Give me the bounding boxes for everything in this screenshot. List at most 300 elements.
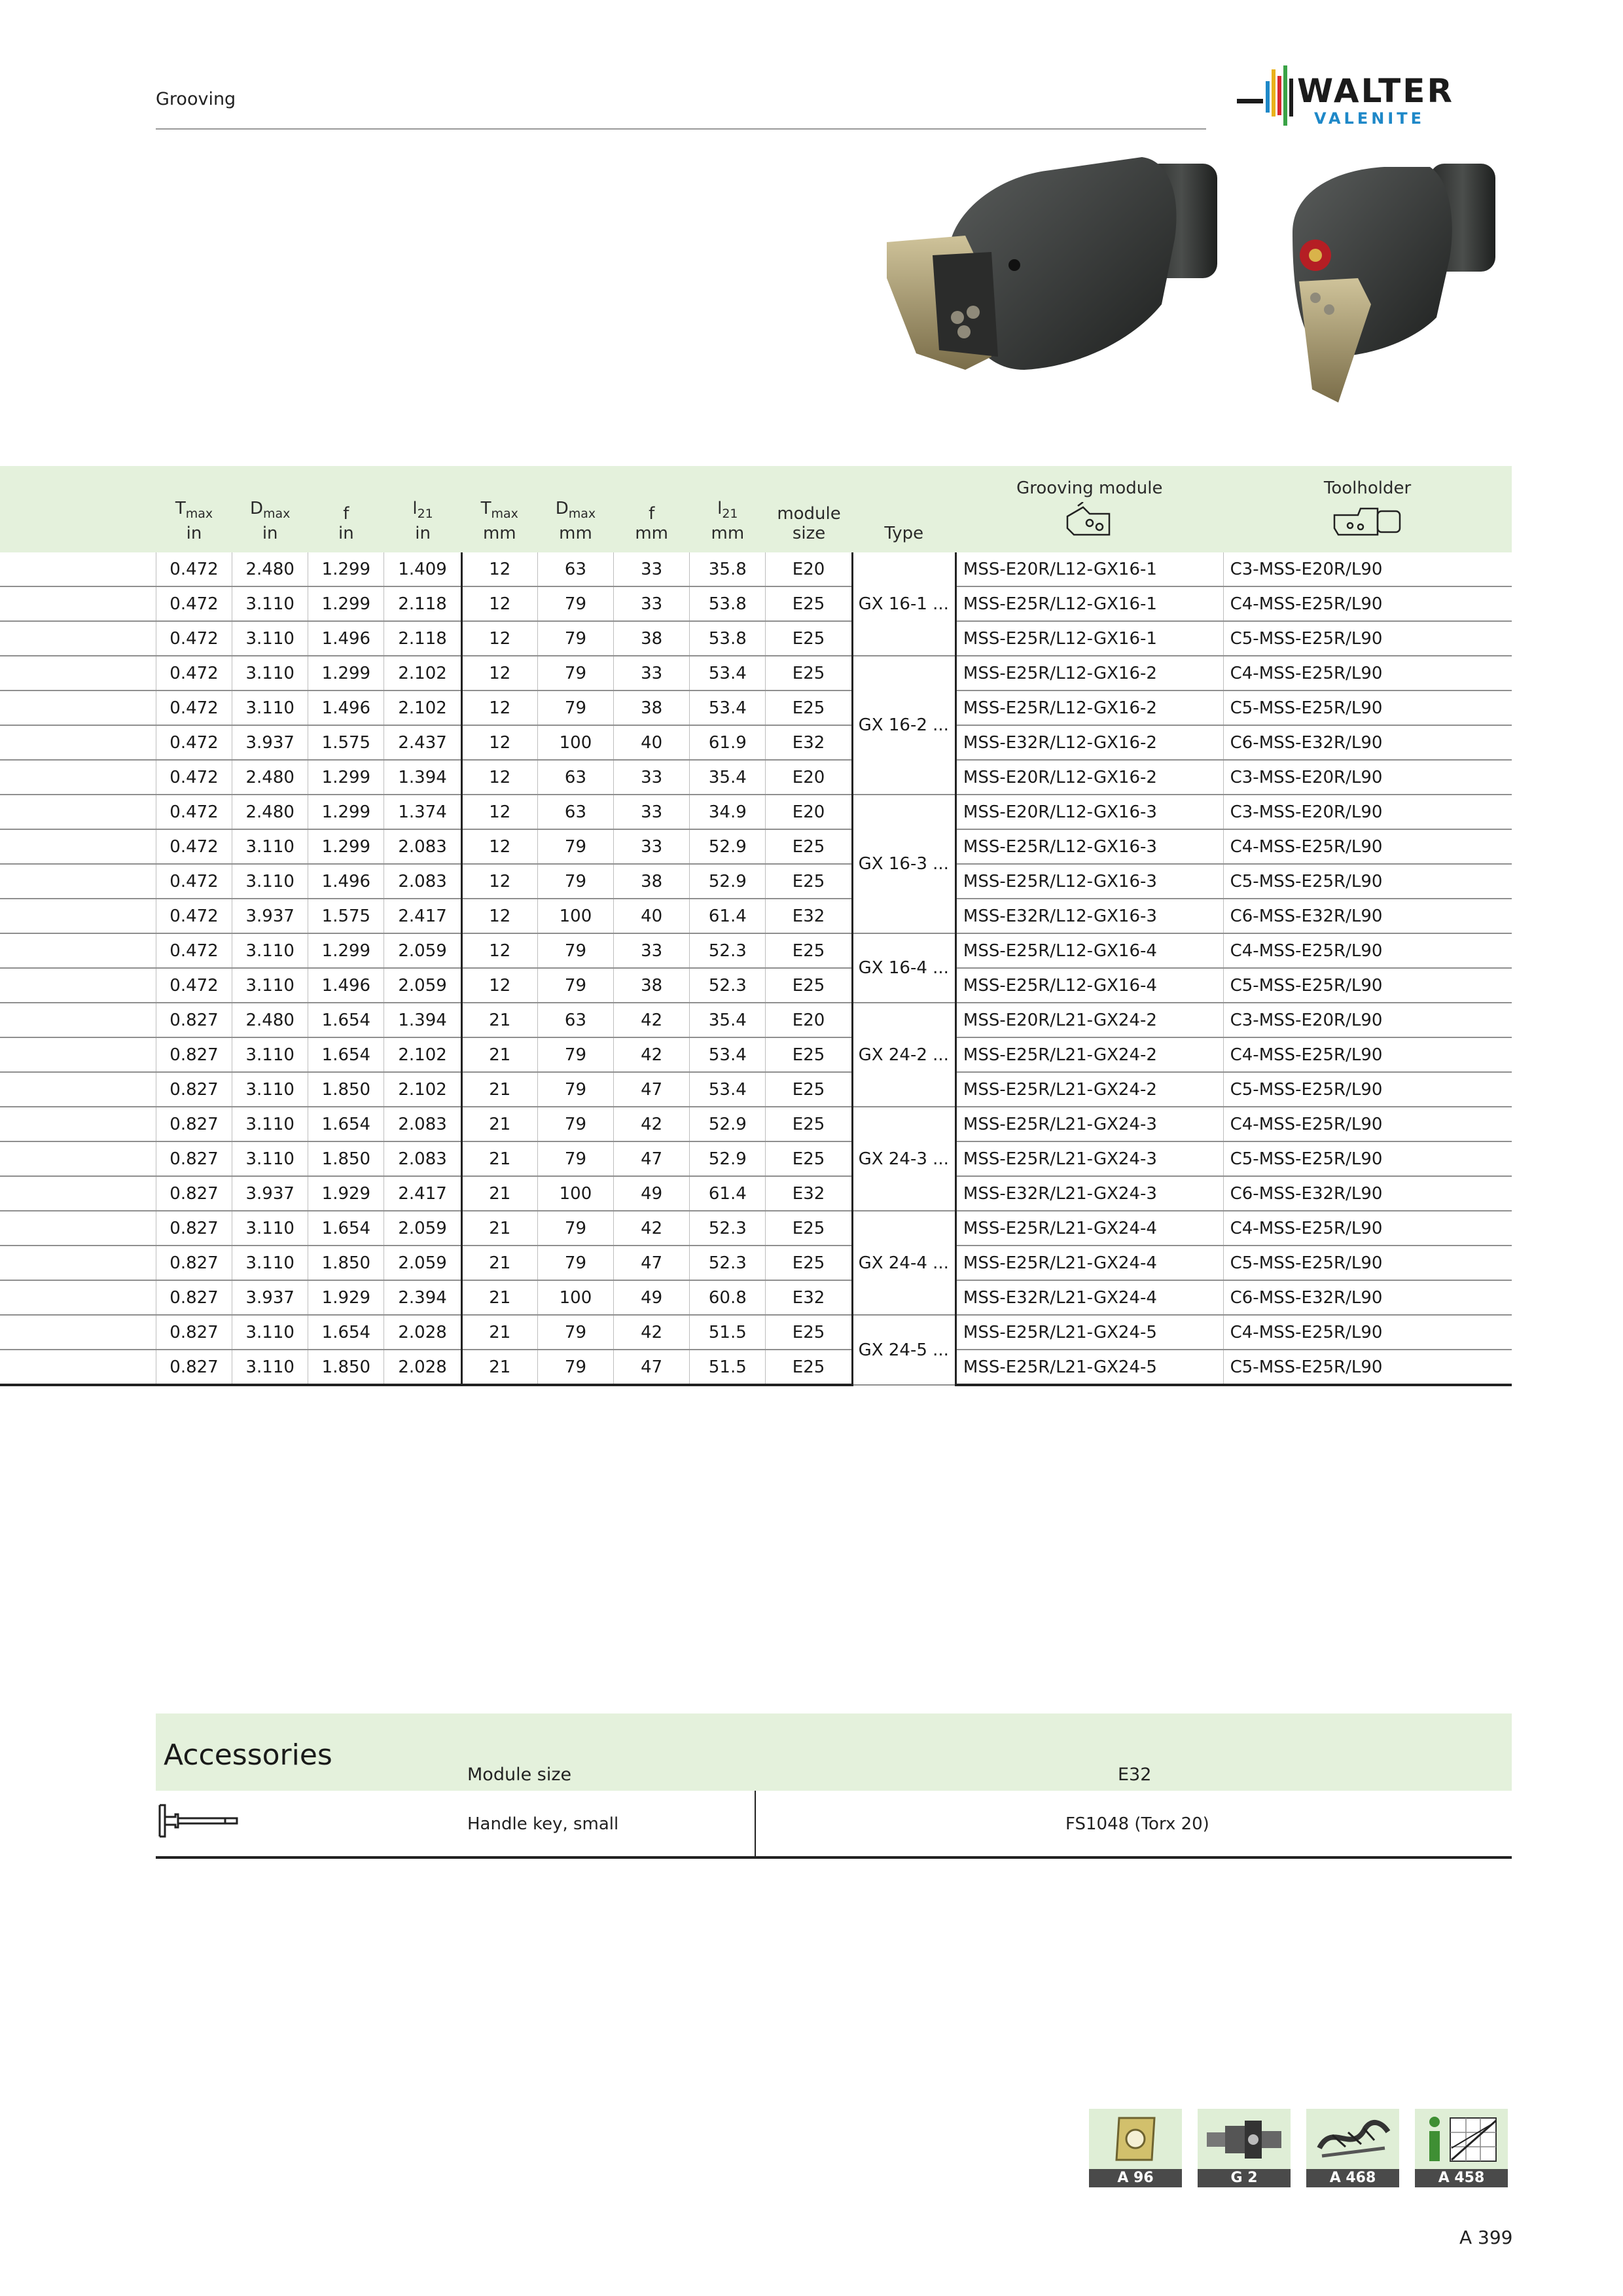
table-row: [0, 1280, 1512, 1315]
header-grooving-module: Grooving module: [955, 466, 1223, 552]
cell-tmax-in: 0.827: [156, 1107, 232, 1141]
cell-tmax-in: 0.827: [156, 1211, 232, 1246]
cutting-data-icon: [1306, 2109, 1399, 2169]
handle-key-label: Handle key, small: [467, 1814, 619, 1834]
cell-module-size: E25: [766, 933, 852, 968]
cell-f-mm: 33: [614, 760, 690, 795]
cell-f-in: 1.496: [308, 691, 384, 725]
walter-valenite-logo: [1237, 62, 1512, 134]
cell-f-mm: 33: [614, 933, 690, 968]
header-l21-in: $l_{21}$ in: [412, 498, 433, 543]
cell-f-mm: 33: [614, 795, 690, 829]
insert-icon: [1089, 2109, 1182, 2169]
cell-module-size: E25: [766, 1246, 852, 1280]
cell-type: GX 24-5 ...: [852, 1315, 955, 1385]
cell-dmax-in: 2.480: [232, 795, 308, 829]
cell-tmax-mm: 21: [461, 1176, 537, 1211]
row-spacer: [0, 1072, 156, 1107]
cell-toolholder: C5-MSS-E25R/L90: [1223, 1350, 1512, 1385]
handle-key-icon: [156, 1803, 241, 1839]
cell-f-in: 1.654: [308, 1211, 384, 1246]
cell-l21-mm: 35.8: [690, 552, 766, 586]
cell-module-size: E25: [766, 1141, 852, 1176]
cell-type: GX 16-3 ...: [852, 795, 955, 933]
cell-l21-mm: 52.9: [690, 829, 766, 864]
cell-l21-mm: 34.9: [690, 795, 766, 829]
cell-grooving-module: MSS-E25R/L21-GX24-4: [955, 1246, 1223, 1280]
table-row: [0, 1037, 1512, 1072]
cell-dmax-in: 3.110: [232, 656, 308, 691]
cell-grooving-module: MSS-E25R/L12-GX16-1: [955, 621, 1223, 656]
cell-module-size: E25: [766, 586, 852, 621]
cell-dmax-in: 3.110: [232, 1315, 308, 1350]
cell-type: GX 16-1 ...: [852, 552, 955, 656]
cell-toolholder: C4-MSS-E25R/L90: [1223, 933, 1512, 968]
cell-l21-in: 2.083: [384, 864, 461, 899]
cell-dmax-in: 3.110: [232, 1037, 308, 1072]
ref-tile-holder[interactable]: [1198, 2109, 1291, 2187]
cell-tmax-in: 0.827: [156, 1176, 232, 1211]
cell-f-in: 1.850: [308, 1350, 384, 1385]
section-title: Grooving: [156, 89, 236, 109]
cell-f-in: 1.299: [308, 760, 384, 795]
cell-grooving-module: MSS-E32R/L12-GX16-3: [955, 899, 1223, 933]
cell-dmax-mm: 79: [537, 968, 613, 1003]
cell-dmax-in: 3.110: [232, 933, 308, 968]
cell-dmax-in: 3.110: [232, 586, 308, 621]
cell-type: GX 24-3 ...: [852, 1107, 955, 1211]
cell-grooving-module: MSS-E20R/L12-GX16-1: [955, 552, 1223, 586]
cell-l21-in: 2.083: [384, 1107, 461, 1141]
cell-tmax-mm: 21: [461, 1141, 537, 1176]
header-toolholder: Toolholder: [1223, 466, 1512, 552]
cell-l21-in: 1.394: [384, 1003, 461, 1037]
cell-grooving-module: MSS-E25R/L21-GX24-5: [955, 1315, 1223, 1350]
cell-tmax-mm: 21: [461, 1003, 537, 1037]
cell-f-in: 1.654: [308, 1107, 384, 1141]
cell-dmax-mm: 79: [537, 933, 613, 968]
header-rule: [156, 128, 1206, 130]
cell-module-size: E25: [766, 864, 852, 899]
row-spacer: [0, 1211, 156, 1246]
row-spacer: [0, 760, 156, 795]
cell-grooving-module: MSS-E32R/L12-GX16-2: [955, 725, 1223, 760]
ref-tile-info[interactable]: [1415, 2109, 1508, 2187]
cell-l21-in: 2.083: [384, 1141, 461, 1176]
cell-tmax-in: 0.472: [156, 725, 232, 760]
grooving-module-table: [0, 466, 1512, 1386]
cell-tmax-in: 0.472: [156, 795, 232, 829]
accessories-section: [156, 1713, 1512, 1859]
cell-f-mm: 38: [614, 968, 690, 1003]
cell-f-mm: 47: [614, 1350, 690, 1385]
cell-l21-in: 2.102: [384, 656, 461, 691]
cell-tmax-mm: 21: [461, 1315, 537, 1350]
cell-f-in: 1.654: [308, 1003, 384, 1037]
cell-tmax-mm: 12: [461, 864, 537, 899]
cell-tmax-in: 0.827: [156, 1315, 232, 1350]
cell-f-in: 1.496: [308, 864, 384, 899]
table-row: [0, 1003, 1512, 1037]
cell-module-size: E25: [766, 691, 852, 725]
row-spacer: [0, 1107, 156, 1141]
cell-f-mm: 42: [614, 1107, 690, 1141]
cell-dmax-in: 3.110: [232, 829, 308, 864]
cell-f-in: 1.850: [308, 1072, 384, 1107]
cell-dmax-mm: 63: [537, 1003, 613, 1037]
cell-dmax-in: 3.110: [232, 1141, 308, 1176]
cell-toolholder: C6-MSS-E32R/L90: [1223, 899, 1512, 933]
cell-module-size: E25: [766, 1350, 852, 1385]
table-row: [0, 1107, 1512, 1141]
cell-grooving-module: MSS-E25R/L12-GX16-1: [955, 586, 1223, 621]
cell-tmax-in: 0.827: [156, 1037, 232, 1072]
cell-dmax-in: 3.110: [232, 621, 308, 656]
cell-grooving-module: MSS-E20R/L21-GX24-2: [955, 1003, 1223, 1037]
accessories-e32-label: E32: [1118, 1765, 1152, 1785]
header-module-size: module size: [777, 504, 841, 543]
cell-dmax-in: 3.937: [232, 899, 308, 933]
accessories-divider: [755, 1791, 756, 1856]
cell-l21-mm: 51.5: [690, 1315, 766, 1350]
cell-tmax-mm: 12: [461, 656, 537, 691]
cell-grooving-module: MSS-E25R/L21-GX24-3: [955, 1107, 1223, 1141]
header-f-in: f in: [338, 504, 354, 543]
row-spacer: [0, 1350, 156, 1385]
ref-label-a468: A 468: [1306, 2169, 1399, 2187]
cell-dmax-mm: 79: [537, 621, 613, 656]
cell-f-in: 1.850: [308, 1246, 384, 1280]
cell-dmax-in: 2.480: [232, 1003, 308, 1037]
table-row: [0, 899, 1512, 933]
cell-dmax-in: 3.110: [232, 1072, 308, 1107]
header-tmax-in: $T_{max}$ in: [175, 498, 213, 543]
cell-tmax-mm: 21: [461, 1211, 537, 1246]
cell-tmax-mm: 12: [461, 899, 537, 933]
cell-tmax-mm: 12: [461, 552, 537, 586]
cell-dmax-mm: 79: [537, 1072, 613, 1107]
cell-l21-in: 2.059: [384, 968, 461, 1003]
table-row: [0, 829, 1512, 864]
cell-f-in: 1.299: [308, 586, 384, 621]
header-l21-mm: $l_{21}$ mm: [711, 498, 745, 543]
table-header-row: [0, 466, 1512, 552]
cell-l21-mm: 51.5: [690, 1350, 766, 1385]
cell-tmax-in: 0.472: [156, 586, 232, 621]
header-dmax-mm: $D_{max}$ mm: [555, 498, 596, 543]
cell-dmax-mm: 79: [537, 1315, 613, 1350]
cell-tmax-mm: 12: [461, 725, 537, 760]
cell-l21-in: 2.437: [384, 725, 461, 760]
cell-toolholder: C5-MSS-E25R/L90: [1223, 1246, 1512, 1280]
cell-tmax-mm: 21: [461, 1350, 537, 1385]
cell-l21-in: 2.059: [384, 933, 461, 968]
cell-module-size: E25: [766, 1315, 852, 1350]
cell-toolholder: C4-MSS-E25R/L90: [1223, 1107, 1512, 1141]
cell-tmax-mm: 21: [461, 1072, 537, 1107]
cell-f-mm: 42: [614, 1315, 690, 1350]
row-spacer: [0, 795, 156, 829]
cell-tmax-in: 0.472: [156, 829, 232, 864]
cell-dmax-in: 3.110: [232, 1246, 308, 1280]
cell-l21-mm: 52.3: [690, 1211, 766, 1246]
cell-grooving-module: MSS-E25R/L21-GX24-3: [955, 1141, 1223, 1176]
cell-toolholder: C5-MSS-E25R/L90: [1223, 691, 1512, 725]
cell-dmax-in: 3.110: [232, 1350, 308, 1385]
cell-l21-mm: 53.4: [690, 691, 766, 725]
row-spacer: [0, 1037, 156, 1072]
table-row: [0, 1072, 1512, 1107]
cell-grooving-module: MSS-E20R/L12-GX16-3: [955, 795, 1223, 829]
cell-l21-mm: 53.8: [690, 586, 766, 621]
cell-f-in: 1.929: [308, 1176, 384, 1211]
cell-l21-mm: 53.4: [690, 1037, 766, 1072]
cell-module-size: E20: [766, 760, 852, 795]
ref-tile-cutting-data[interactable]: [1306, 2109, 1399, 2187]
cell-l21-in: 2.059: [384, 1211, 461, 1246]
cell-module-size: E25: [766, 1072, 852, 1107]
cell-dmax-in: 3.110: [232, 1211, 308, 1246]
cell-toolholder: C5-MSS-E25R/L90: [1223, 864, 1512, 899]
cell-module-size: E25: [766, 621, 852, 656]
cell-dmax-mm: 79: [537, 656, 613, 691]
cell-tmax-mm: 12: [461, 621, 537, 656]
cell-tmax-in: 0.472: [156, 656, 232, 691]
cell-grooving-module: MSS-E25R/L12-GX16-2: [955, 691, 1223, 725]
table-row: [0, 1350, 1512, 1385]
cell-f-mm: 42: [614, 1211, 690, 1246]
cell-l21-in: 2.102: [384, 1072, 461, 1107]
cell-grooving-module: MSS-E25R/L21-GX24-2: [955, 1072, 1223, 1107]
logo-stripes-icon: [1237, 62, 1297, 134]
cell-dmax-in: 3.937: [232, 725, 308, 760]
cell-f-in: 1.299: [308, 656, 384, 691]
row-spacer: [0, 725, 156, 760]
cell-tmax-mm: 12: [461, 795, 537, 829]
cell-l21-mm: 61.4: [690, 1176, 766, 1211]
grooving-module-icon: [1063, 502, 1116, 539]
cell-f-mm: 38: [614, 621, 690, 656]
row-spacer: [0, 829, 156, 864]
cell-dmax-mm: 79: [537, 829, 613, 864]
cell-module-size: E25: [766, 1211, 852, 1246]
cell-l21-mm: 52.3: [690, 968, 766, 1003]
cell-tmax-mm: 21: [461, 1246, 537, 1280]
cell-l21-mm: 60.8: [690, 1280, 766, 1315]
cell-module-size: E25: [766, 968, 852, 1003]
cell-l21-in: 2.028: [384, 1350, 461, 1385]
ref-tile-insert[interactable]: [1089, 2109, 1182, 2187]
page-number: A 399: [1459, 2227, 1513, 2248]
cell-toolholder: C5-MSS-E25R/L90: [1223, 621, 1512, 656]
logo-wordmark: WALTER: [1297, 72, 1454, 110]
cell-dmax-in: 3.937: [232, 1176, 308, 1211]
accessories-title: Accessories: [164, 1738, 332, 1772]
cell-l21-mm: 52.3: [690, 1246, 766, 1280]
cell-l21-in: 2.417: [384, 899, 461, 933]
info-chart-icon: [1415, 2109, 1508, 2169]
cell-grooving-module: MSS-E25R/L21-GX24-2: [955, 1037, 1223, 1072]
cell-l21-in: 2.118: [384, 586, 461, 621]
cell-f-mm: 33: [614, 656, 690, 691]
table-row: [0, 1176, 1512, 1211]
cell-dmax-in: 2.480: [232, 760, 308, 795]
cell-dmax-in: 3.937: [232, 1280, 308, 1315]
header-spacer: [0, 466, 156, 552]
cell-f-in: 1.496: [308, 968, 384, 1003]
row-spacer: [0, 691, 156, 725]
cell-tmax-mm: 12: [461, 968, 537, 1003]
table-row: [0, 760, 1512, 795]
cell-f-mm: 38: [614, 864, 690, 899]
cell-dmax-mm: 79: [537, 864, 613, 899]
cell-module-size: E25: [766, 829, 852, 864]
cell-tmax-mm: 21: [461, 1107, 537, 1141]
cell-l21-in: 1.374: [384, 795, 461, 829]
cell-tmax-mm: 12: [461, 760, 537, 795]
cell-tmax-in: 0.827: [156, 1003, 232, 1037]
cell-f-in: 1.575: [308, 899, 384, 933]
table-row: [0, 725, 1512, 760]
cell-toolholder: C6-MSS-E32R/L90: [1223, 1280, 1512, 1315]
table-row: [0, 1141, 1512, 1176]
cell-f-mm: 33: [614, 552, 690, 586]
cell-l21-mm: 35.4: [690, 1003, 766, 1037]
cell-l21-in: 1.409: [384, 552, 461, 586]
cell-toolholder: C6-MSS-E32R/L90: [1223, 725, 1512, 760]
cell-l21-mm: 61.4: [690, 899, 766, 933]
table-row: [0, 656, 1512, 691]
cell-l21-mm: 35.4: [690, 760, 766, 795]
cell-l21-mm: 52.9: [690, 1141, 766, 1176]
cell-grooving-module: MSS-E25R/L21-GX24-5: [955, 1350, 1223, 1385]
cell-dmax-in: 3.110: [232, 864, 308, 899]
cell-dmax-mm: 79: [537, 1246, 613, 1280]
cell-f-in: 1.299: [308, 552, 384, 586]
table-row: [0, 968, 1512, 1003]
cell-tmax-mm: 12: [461, 691, 537, 725]
cell-grooving-module: MSS-E20R/L12-GX16-2: [955, 760, 1223, 795]
cross-reference-tiles: [1089, 2109, 1514, 2187]
cell-f-in: 1.496: [308, 621, 384, 656]
table-row: [0, 1315, 1512, 1350]
cell-tmax-mm: 21: [461, 1037, 537, 1072]
cell-dmax-in: 3.110: [232, 691, 308, 725]
cell-grooving-module: MSS-E25R/L21-GX24-4: [955, 1211, 1223, 1246]
table-row: [0, 933, 1512, 968]
cell-l21-mm: 53.4: [690, 1072, 766, 1107]
cell-dmax-mm: 79: [537, 1037, 613, 1072]
table-row: [0, 691, 1512, 725]
cell-grooving-module: MSS-E25R/L12-GX16-4: [955, 968, 1223, 1003]
cell-tmax-in: 0.827: [156, 1350, 232, 1385]
cell-module-size: E32: [766, 725, 852, 760]
row-spacer: [0, 1280, 156, 1315]
cell-toolholder: C3-MSS-E20R/L90: [1223, 1003, 1512, 1037]
cell-f-mm: 49: [614, 1176, 690, 1211]
cell-f-mm: 49: [614, 1280, 690, 1315]
cell-f-mm: 40: [614, 725, 690, 760]
cell-tmax-in: 0.827: [156, 1246, 232, 1280]
cell-tmax-in: 0.472: [156, 968, 232, 1003]
row-spacer: [0, 1246, 156, 1280]
cell-tmax-mm: 12: [461, 829, 537, 864]
cell-type: GX 16-2 ...: [852, 656, 955, 795]
table-row: [0, 552, 1512, 586]
cell-l21-in: 2.102: [384, 1037, 461, 1072]
cell-f-mm: 47: [614, 1072, 690, 1107]
cell-grooving-module: MSS-E25R/L12-GX16-3: [955, 864, 1223, 899]
row-spacer: [0, 586, 156, 621]
row-spacer: [0, 899, 156, 933]
cell-l21-mm: 53.8: [690, 621, 766, 656]
cell-tmax-mm: 21: [461, 1280, 537, 1315]
cell-tmax-in: 0.827: [156, 1072, 232, 1107]
cell-tmax-in: 0.827: [156, 1280, 232, 1315]
table-row: [0, 1211, 1512, 1246]
cell-type: GX 24-4 ...: [852, 1211, 955, 1315]
cell-f-mm: 47: [614, 1246, 690, 1280]
ref-label-a96: A 96: [1089, 2169, 1182, 2187]
cell-toolholder: C5-MSS-E25R/L90: [1223, 1141, 1512, 1176]
row-spacer: [0, 621, 156, 656]
cell-toolholder: C4-MSS-E25R/L90: [1223, 1037, 1512, 1072]
cell-dmax-mm: 79: [537, 1141, 613, 1176]
cell-tmax-mm: 12: [461, 586, 537, 621]
table-row: [0, 586, 1512, 621]
cell-f-in: 1.654: [308, 1037, 384, 1072]
row-spacer: [0, 656, 156, 691]
row-spacer: [0, 1003, 156, 1037]
cell-l21-mm: 52.9: [690, 864, 766, 899]
cell-grooving-module: MSS-E32R/L21-GX24-4: [955, 1280, 1223, 1315]
cell-l21-in: 2.102: [384, 691, 461, 725]
cell-l21-in: 2.083: [384, 829, 461, 864]
accessories-module-size-label: Module size: [467, 1765, 572, 1785]
accessories-header: [156, 1713, 1512, 1791]
header-dmax-in: $D_{max}$ in: [249, 498, 291, 543]
row-spacer: [0, 552, 156, 586]
cell-tmax-in: 0.472: [156, 760, 232, 795]
cell-f-mm: 42: [614, 1037, 690, 1072]
cell-tmax-in: 0.472: [156, 899, 232, 933]
cell-dmax-mm: 63: [537, 760, 613, 795]
cell-dmax-mm: 79: [537, 1107, 613, 1141]
cell-f-mm: 33: [614, 829, 690, 864]
handle-key-e32-value: FS1048 (Torx 20): [1065, 1814, 1209, 1834]
cell-f-in: 1.299: [308, 933, 384, 968]
cell-module-size: E20: [766, 552, 852, 586]
cell-dmax-in: 3.110: [232, 1107, 308, 1141]
cell-module-size: E20: [766, 795, 852, 829]
cell-f-mm: 33: [614, 586, 690, 621]
cell-grooving-module: MSS-E25R/L12-GX16-4: [955, 933, 1223, 968]
cell-tmax-in: 0.827: [156, 1141, 232, 1176]
cell-dmax-mm: 100: [537, 725, 613, 760]
row-spacer: [0, 933, 156, 968]
cell-dmax-mm: 100: [537, 899, 613, 933]
cell-module-size: E32: [766, 899, 852, 933]
cell-l21-in: 2.417: [384, 1176, 461, 1211]
cell-grooving-module: MSS-E25R/L12-GX16-3: [955, 829, 1223, 864]
cell-f-mm: 47: [614, 1141, 690, 1176]
cell-tmax-in: 0.472: [156, 621, 232, 656]
cell-dmax-mm: 79: [537, 691, 613, 725]
cell-l21-mm: 53.4: [690, 656, 766, 691]
header-f-mm: f mm: [635, 504, 668, 543]
cell-grooving-module: MSS-E32R/L21-GX24-3: [955, 1176, 1223, 1211]
cell-toolholder: C5-MSS-E25R/L90: [1223, 968, 1512, 1003]
